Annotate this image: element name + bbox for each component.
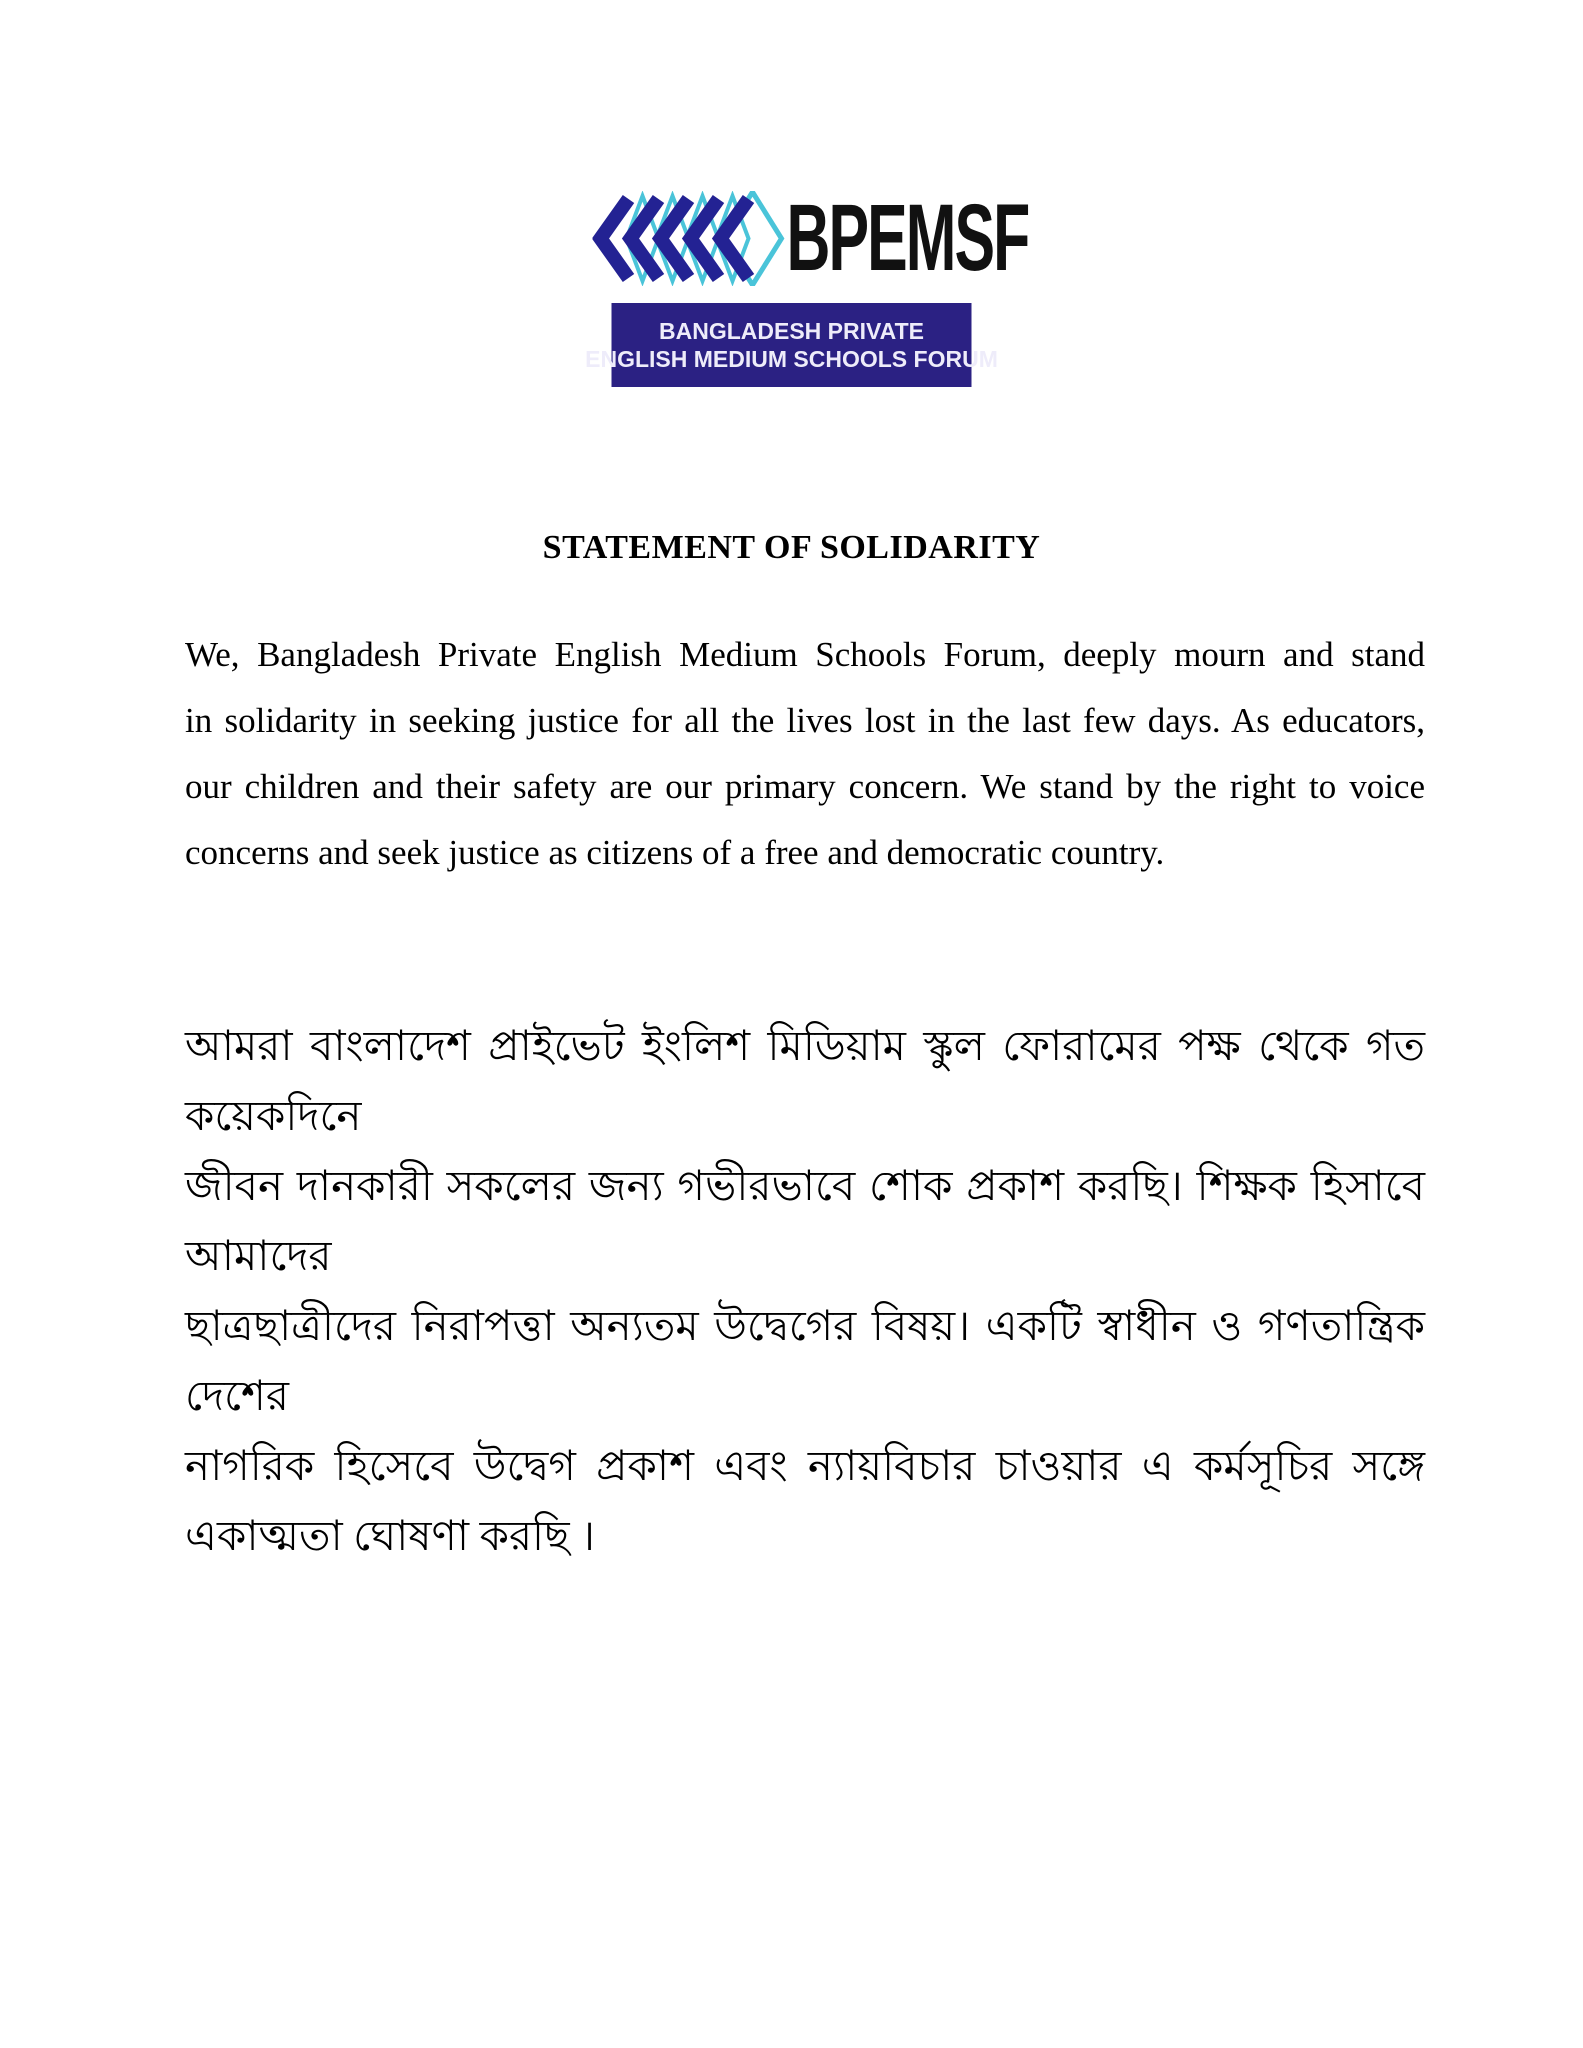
paragraph-line: আমরা বাংলাদেশ প্রাইভেট ইংলিশ মিডিয়াম স্কুল ফোরামের পক্ষ থেকে গত কয়েকদিনে	[185, 1024, 1425, 1140]
paragraph-line: concerns and seek justice as citizens of a free and democratic country.	[185, 833, 1165, 872]
logo-banner-line2: ENGLISH MEDIUM SCHOOLS FORUM	[585, 346, 998, 372]
paragraph-line: our children and their safety are our primary concern. We stand by the right to voice	[185, 767, 1425, 806]
logo-banner-line1: BANGLADESH PRIVATE	[659, 318, 924, 344]
paragraph-line: ছাত্রছাত্রীদের নিরাপত্তা অন্যতম উদ্বেগের বিষয়। একটি স্বাধীন ও গণতান্ত্রিক দেশের	[185, 1304, 1425, 1420]
logo-banner	[585, 303, 998, 387]
logo-chevrons-diamonds-icon	[592, 191, 784, 286]
document-title: STATEMENT OF SOLIDARITY	[542, 529, 1041, 566]
paragraph-line: নাগরিক হিসেবে উদ্বেগ প্রকাশ এবং ন্যায়বিচার চাওয়ার এ কর্মসূচির সঙ্গে	[185, 1444, 1425, 1490]
paragraph-line: in solidarity in seeking justice for all the lives lost in the last few days. As educators,	[185, 701, 1425, 740]
logo-acronym: BPEMSF	[786, 184, 1028, 291]
bpemsf-logo	[585, 184, 1028, 387]
logo-row	[592, 184, 1028, 291]
bengali-paragraph	[185, 1012, 1425, 1572]
paragraph-line: We, Bangladesh Private English Medium Schools Forum, deeply mourn and stand	[185, 635, 1425, 674]
paragraph-line: একাত্মতা ঘোষণা করছি ।	[185, 1514, 596, 1560]
english-paragraph	[185, 622, 1425, 886]
paragraph-line: জীবন দানকারী সকলের জন্য গভীরভাবে শোক প্রকাশ করছি। শিক্ষক হিসাবে আমাদের	[185, 1164, 1425, 1280]
